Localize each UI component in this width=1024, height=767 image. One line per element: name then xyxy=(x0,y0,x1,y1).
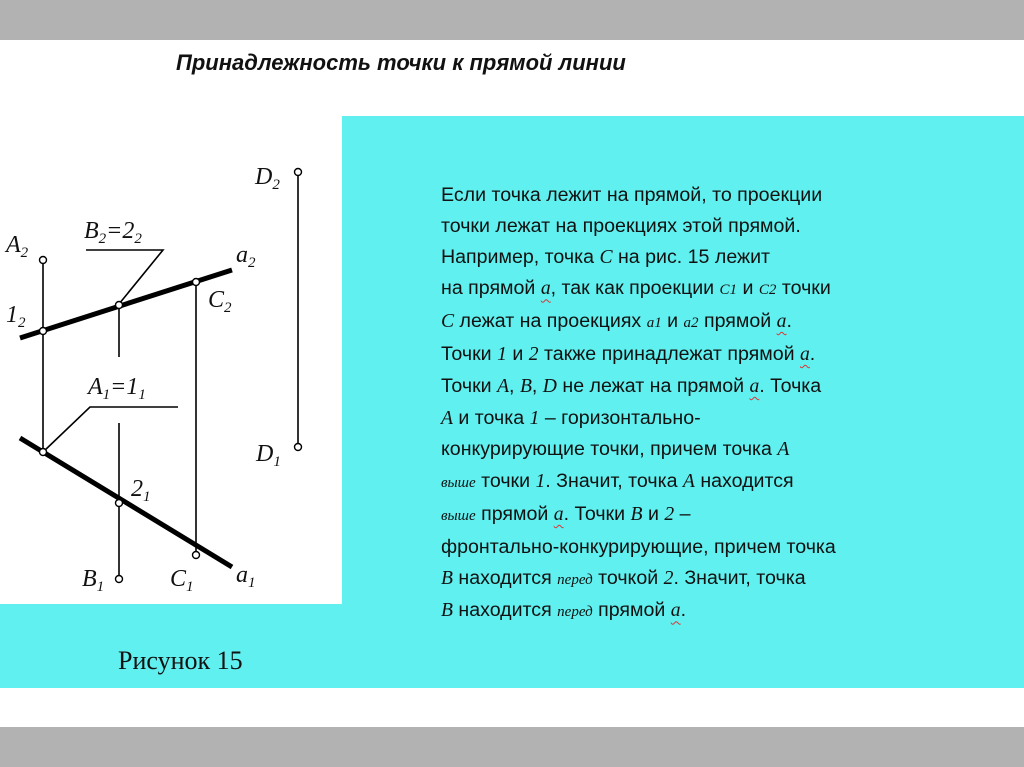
label-b2-eq-2-2: $B_2=2_2$ xyxy=(84,218,142,247)
point-b1 xyxy=(116,576,123,583)
figure-caption: Рисунок 15 xyxy=(118,646,243,675)
text-line-10: выше точки 1. Значит, точка A находится xyxy=(441,470,794,493)
label-b1: $B_1$ xyxy=(82,566,105,595)
label-a1-line: $a_1$ xyxy=(236,562,256,591)
text-line-1: Если точка лежит на прямой, то проекции xyxy=(441,184,823,206)
line-a1 xyxy=(20,438,232,567)
point-1-2 xyxy=(40,328,47,335)
text-line-4: на прямой a, так как проекции C1 и C2 точки xyxy=(441,277,831,300)
text-line-2: точки лежат на проекциях этой прямой. xyxy=(441,214,801,237)
point-2-1 xyxy=(116,500,123,507)
text-line-11: выше прямой a. Точки B и 2 – xyxy=(441,502,691,525)
point-d1 xyxy=(295,444,302,451)
label-d2: $D_2$ xyxy=(255,164,280,193)
text-line-12: фронтально-конкурирующие, причем точка xyxy=(441,535,836,558)
slide-title: Принадлежность точки к прямой линии xyxy=(176,50,626,75)
label-a1-eq-1-1: $A_1=1_1$ xyxy=(88,374,146,403)
label-d1: $D_1$ xyxy=(256,441,281,470)
label-a2-line: $a_2$ xyxy=(236,242,256,271)
explanation-text xyxy=(441,180,1021,628)
point-c1 xyxy=(193,552,200,559)
label-a2: $A_2$ xyxy=(6,232,29,261)
point-b2 xyxy=(116,302,123,309)
line-a2 xyxy=(20,270,232,338)
point-c2 xyxy=(193,279,200,286)
point-a1 xyxy=(40,449,47,456)
top-bar xyxy=(0,0,1024,40)
leader-a1 xyxy=(43,407,178,452)
text-line-5: C лежат на проекциях a1 и a2 прямой a. xyxy=(441,310,792,333)
label-c2: $C_2$ xyxy=(208,287,232,316)
point-a2 xyxy=(40,257,47,264)
label-1-2: $1_2$ xyxy=(6,302,26,331)
label-2-1: $2_1$ xyxy=(131,476,151,505)
text-line-6: Точки 1 и 2 также принадлежат прямой a. xyxy=(441,342,816,365)
point-d2 xyxy=(295,169,302,176)
label-c1: $C_1$ xyxy=(170,566,194,595)
text-line-8: A и точка 1 – горизонтально- xyxy=(441,406,701,429)
text-line-13: B находится перед точкой 2. Значит, точка xyxy=(441,566,806,589)
text-line-9: конкурирующие точки, причем точка A xyxy=(441,438,790,461)
text-line-7: Точки A, B, D не лежат на прямой a. Точка xyxy=(441,374,822,397)
text-line-14: B находится перед прямой a. xyxy=(441,599,687,622)
text-line-3: Например, точка C на рис. 15 лежит xyxy=(441,245,771,268)
projection-diagram xyxy=(0,140,330,610)
bottom-bar xyxy=(0,727,1024,767)
